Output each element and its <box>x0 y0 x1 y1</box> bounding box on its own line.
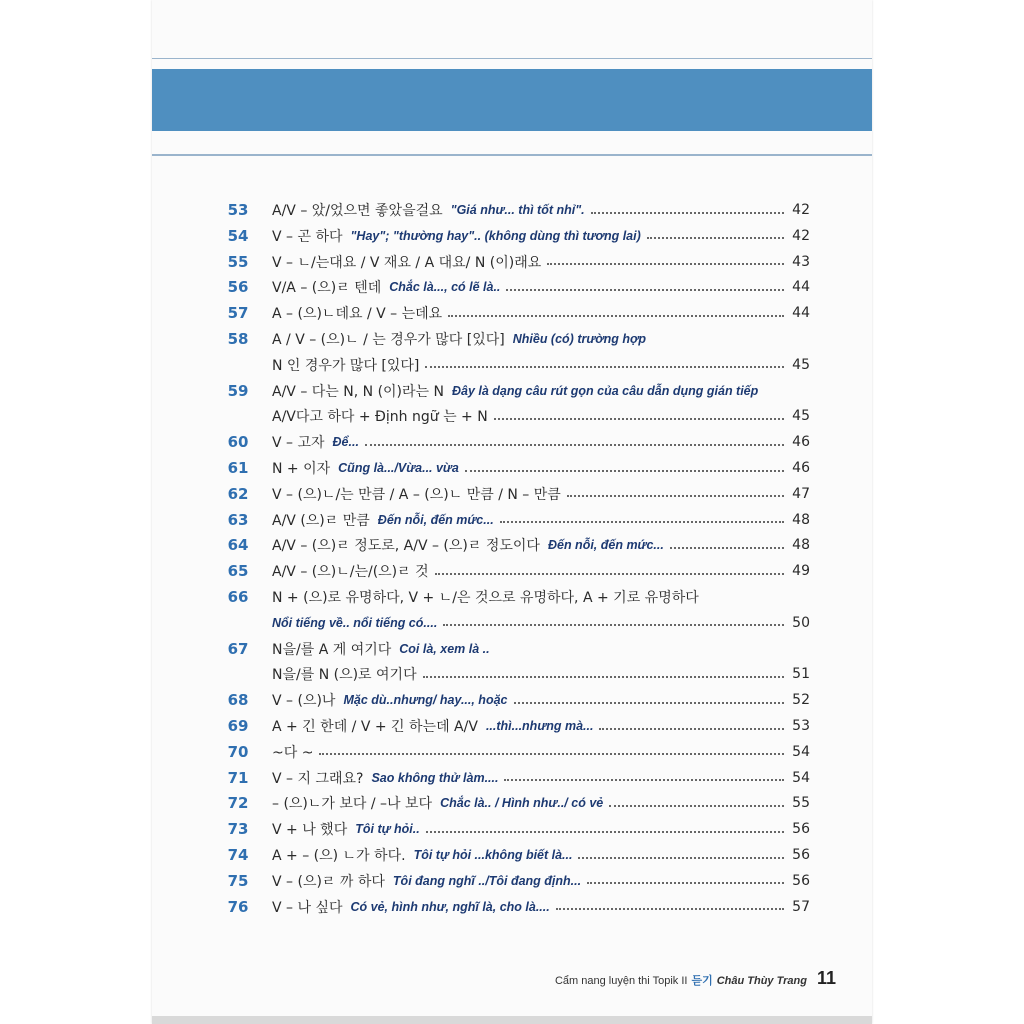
footer-subject: 듣기 <box>691 975 713 987</box>
toc-entry-content <box>272 406 784 426</box>
toc-entry-vietnamese: Đến nỗi, đến mức... <box>377 512 494 527</box>
toc-entry-vietnamese: Có vẻ, hình như, nghĩ là, cho là.... <box>350 899 550 914</box>
toc-entry-korean: A/V – 았/었으면 좋았을걸요 <box>272 203 443 219</box>
toc-entry[interactable] <box>152 817 872 841</box>
toc-entry[interactable] <box>152 198 872 222</box>
toc-entry-page: 48 <box>792 537 810 554</box>
toc-entry[interactable] <box>152 843 872 867</box>
toc-entry-vietnamese: Để... <box>332 435 359 450</box>
toc-entry-korean: N을/를 A 게 여기다 <box>272 641 392 658</box>
toc-entry[interactable] <box>152 611 872 635</box>
toc-entry-content <box>272 226 784 246</box>
toc-entry[interactable] <box>152 533 872 557</box>
toc-entry-content <box>272 793 784 813</box>
header-rule-top <box>152 58 872 59</box>
toc-entry-number: 64 <box>227 536 249 555</box>
toc-entry[interactable] <box>152 714 872 738</box>
toc-entry-korean: A/V다고 하다 + Định ngữ 는 + N <box>272 409 488 426</box>
toc-entry-content <box>272 639 784 659</box>
toc-entry-number: 72 <box>227 794 249 813</box>
toc-entry-page: 45 <box>792 408 810 425</box>
toc-entry[interactable] <box>152 224 872 248</box>
toc-entry-content <box>272 616 784 630</box>
toc-entry-page: 44 <box>792 279 810 296</box>
toc-entry-number: 61 <box>227 459 249 477</box>
toc-entry-content <box>272 819 784 839</box>
toc-entry-page: 53 <box>792 718 810 734</box>
toc-entry-vietnamese: Coi là, xem là .. <box>399 641 490 656</box>
toc-entry[interactable] <box>152 327 872 351</box>
toc-leader-dots <box>599 727 784 730</box>
toc-leader-dots <box>443 623 784 626</box>
toc-entry-vietnamese: Tôi tự hỏi.. <box>355 822 420 837</box>
toc-entry-vietnamese: "Giá như... thì tốt nhỉ". <box>450 203 585 217</box>
toc-entry-korean: A/V – (으)ㄴ/는/(으)ㄹ 것 <box>272 564 429 581</box>
toc-entry-korean: V – 지 그래요? <box>272 770 364 787</box>
toc-entry-page: 49 <box>792 563 810 580</box>
toc-entry-content <box>272 432 784 452</box>
toc-entry-content <box>272 458 784 478</box>
toc-entry-content <box>272 845 784 865</box>
toc-entry-korean: N을/를 N (으)로 여기다 <box>272 667 417 684</box>
toc-entry-korean: – (으)ㄴ가 보다 / –나 보다 <box>272 796 433 813</box>
toc-leader-dots <box>465 469 784 472</box>
toc-leader-dots <box>435 572 784 575</box>
toc-leader-dots <box>587 881 784 884</box>
toc-entry-number: 68 <box>227 691 249 710</box>
toc-entry-content <box>272 742 784 762</box>
toc-entry-number: 71 <box>227 768 249 787</box>
toc-leader-dots <box>426 830 784 833</box>
toc-entry-vietnamese: Đây là dạng câu rút gọn của câu dẫn dụng gián tiếp <box>451 383 759 398</box>
toc-entry-content <box>272 768 784 788</box>
toc-entry-korean: V + 나 했다 <box>272 822 348 839</box>
toc-entry-korean: A / V – (으)ㄴ / 는 경우가 많다 [있다] <box>272 332 505 348</box>
toc-entry-korean: N + (으)로 유명하다, V + ㄴ/은 것으로 유명하다, A + 기로 유명하다 <box>272 590 699 606</box>
toc-entry-page: 57 <box>792 898 810 915</box>
toc-entry-korean: V – 나 싶다 <box>272 899 343 916</box>
toc-leader-dots <box>319 752 784 755</box>
toc-entry-content <box>272 303 784 323</box>
toc-entry[interactable] <box>152 559 872 583</box>
toc-entry-content <box>272 355 784 375</box>
toc-entry-number: 70 <box>227 742 249 761</box>
toc-entry-vietnamese: Mặc dù..nhưng/ hay..., hoặc <box>343 693 508 708</box>
header-rule-bottom <box>152 154 872 156</box>
toc-entry-content <box>272 587 784 607</box>
toc-entry-korean: V/A – (으)ㄹ 텐데 <box>272 280 382 297</box>
toc-leader-dots <box>425 365 784 368</box>
toc-entry-number: 73 <box>227 820 249 839</box>
book-page <box>152 0 872 1024</box>
toc-entry-number: 60 <box>227 433 249 452</box>
toc-entry[interactable] <box>152 688 872 712</box>
toc-entry-number: 55 <box>227 252 249 271</box>
toc-entry-page: 56 <box>792 847 810 863</box>
toc-entry-content <box>272 329 784 349</box>
toc-entry-number: 65 <box>227 562 249 581</box>
toc-entry[interactable] <box>152 637 872 661</box>
footer-author: Châu Thùy Trang <box>716 975 807 987</box>
toc-entry-content <box>272 716 784 736</box>
toc-entry-number: 62 <box>227 484 249 503</box>
toc-entry-content <box>272 381 784 401</box>
toc-leader-dots <box>494 417 784 420</box>
toc-entry-number: 76 <box>227 897 249 916</box>
toc-entry-content <box>272 510 784 530</box>
toc-entry-vietnamese: ...thì...nhưng mà... <box>485 719 594 733</box>
toc-leader-dots <box>578 856 784 859</box>
toc-entry-vietnamese: Sao không thử làm.... <box>371 770 499 785</box>
toc-entry-page: 52 <box>792 692 810 709</box>
toc-entry-number: 56 <box>227 278 249 297</box>
toc-entry[interactable] <box>152 662 872 686</box>
toc-entry-page: 42 <box>792 227 810 244</box>
toc-entry-korean: V – 곤 하다 <box>272 228 343 245</box>
toc-entry[interactable] <box>152 430 872 454</box>
toc-entry-korean: V – 고자 <box>272 435 325 452</box>
toc-entry-page: 45 <box>792 356 810 373</box>
toc-entry-number: 74 <box>227 846 249 864</box>
toc-entry-page: 47 <box>792 485 810 502</box>
toc-entry-korean: A – (으)ㄴ데요 / V – 는데요 <box>272 306 443 323</box>
toc-entry[interactable] <box>152 508 872 532</box>
toc-leader-dots <box>670 546 784 549</box>
toc-entry-korean: N + 이자 <box>272 461 331 477</box>
toc-entry[interactable] <box>152 869 872 893</box>
toc-entry-vietnamese: Nhiều (có) trường hợp <box>512 332 647 346</box>
header-banner <box>152 69 872 131</box>
toc-entry-page: 43 <box>792 253 810 270</box>
toc-entry-content <box>272 277 784 297</box>
toc-entry-korean: ~다 ~ <box>272 744 314 761</box>
toc-entry[interactable] <box>152 456 872 480</box>
page-footer <box>555 968 836 989</box>
toc-entry-page: 46 <box>792 460 810 476</box>
toc-leader-dots <box>500 520 784 523</box>
toc-leader-dots <box>609 804 784 807</box>
toc-entry-korean: A/V (으)ㄹ 만큼 <box>272 512 370 529</box>
toc-entry-korean: V – (으)나 <box>272 693 336 710</box>
toc-entry-number: 67 <box>227 639 249 658</box>
toc-entry-page: 56 <box>792 821 810 838</box>
toc-leader-dots <box>514 701 785 704</box>
toc-entry-korean: A/V – 다는 N, N (이)라는 N <box>272 383 444 400</box>
toc-entry-content <box>272 690 784 710</box>
toc-entry-number: 58 <box>227 330 249 348</box>
toc-leader-dots <box>647 236 784 239</box>
toc-entry-content <box>272 535 784 555</box>
toc-entry-korean: A + 긴 한데 / V + 긴 하는데 A/V <box>272 719 478 735</box>
toc-entry[interactable] <box>152 404 872 428</box>
toc-entry-vietnamese: Nổi tiếng về.. nổi tiếng có.... <box>272 615 438 630</box>
toc-entry-number: 63 <box>227 510 249 529</box>
toc-entry[interactable] <box>152 353 872 377</box>
toc-entry[interactable] <box>152 275 872 299</box>
toc-entry-number: 53 <box>227 201 249 219</box>
toc-entry[interactable] <box>152 585 872 609</box>
toc-entry[interactable] <box>152 379 872 403</box>
toc-entry-page: 51 <box>792 666 810 683</box>
toc-entry-page: 50 <box>792 614 810 631</box>
page-bottom-bar <box>152 1016 872 1024</box>
toc-entry[interactable] <box>152 301 872 325</box>
toc-entry-page: 42 <box>792 202 810 218</box>
toc-entry[interactable] <box>152 895 872 919</box>
toc-entry-vietnamese: Đến nỗi, đến mức... <box>547 538 664 553</box>
toc-entry-number: 54 <box>227 226 249 245</box>
toc-entry-korean: A/V – (으)ㄹ 정도로, A/V – (으)ㄹ 정도이다 <box>272 538 540 555</box>
toc-leader-dots <box>506 288 784 291</box>
toc-leader-dots <box>567 494 784 497</box>
toc-entry-page: 48 <box>792 511 810 528</box>
toc-leader-dots <box>365 443 784 446</box>
toc-entry-korean: V – (으)ㄴ/는 만큼 / A – (으)ㄴ 만큼 / N – 만큼 <box>272 486 561 503</box>
toc-entry-korean: V – ㄴ/는대요 / V 재요 / A 대요/ N (이)래요 <box>272 254 542 271</box>
footer-page-number: 11 <box>816 968 836 988</box>
toc-leader-dots <box>556 907 784 910</box>
toc-entry-page: 54 <box>792 743 810 760</box>
toc-entry-vietnamese: "Hay"; "thường hay".. (không dùng thì tương lai) <box>350 228 641 243</box>
toc-entry-content <box>272 484 784 504</box>
toc-entry-vietnamese: Tôi tự hỏi ...không biết là... <box>413 848 573 862</box>
toc-leader-dots <box>423 675 784 678</box>
toc-entry[interactable] <box>152 482 872 506</box>
toc-entry[interactable] <box>152 250 872 274</box>
toc-leader-dots <box>448 314 784 317</box>
toc-entry-vietnamese: Cũng là.../Vừa... vừa <box>338 461 459 475</box>
toc-entry-number: 57 <box>227 304 249 323</box>
toc-entry-page: 46 <box>792 434 810 451</box>
toc-entry-vietnamese: Chắc là.. / Hình như../ có vẻ <box>440 796 604 811</box>
footer-book-title: Cẩm nang luyện thi Topik II <box>554 975 688 987</box>
toc-entry-page: 44 <box>792 305 810 322</box>
toc-leader-dots <box>547 262 784 265</box>
toc-entry-number: 75 <box>227 871 249 890</box>
toc-entry[interactable] <box>152 740 872 764</box>
toc-leader-dots <box>504 778 784 781</box>
toc-entry-page: 56 <box>792 872 810 889</box>
toc-entry-content <box>272 561 784 581</box>
toc-entry-content <box>272 200 784 220</box>
toc-entry-content <box>272 897 784 917</box>
toc-entry-content <box>272 252 784 272</box>
toc-entry-number: 66 <box>227 588 249 606</box>
toc-entry-vietnamese: Chắc là..., có lẽ là.. <box>389 280 501 295</box>
toc-entry-content <box>272 664 784 684</box>
toc-entry-page: 55 <box>792 795 810 812</box>
toc-entry-content <box>272 871 784 891</box>
toc-entry-page: 54 <box>792 769 810 786</box>
toc-entry-korean: N 인 경우가 많다 [있다] <box>272 357 420 374</box>
toc-entry[interactable] <box>152 766 872 790</box>
toc-entry[interactable] <box>152 791 872 815</box>
toc-entry-korean: A + – (으) ㄴ가 하다. <box>272 848 406 864</box>
toc-entry-number: 69 <box>227 717 249 735</box>
toc-entry-vietnamese: Tôi đang nghĩ ../Tôi đang định... <box>392 873 582 888</box>
toc-entry-korean: V – (으)ㄹ 까 하다 <box>272 873 385 890</box>
toc-entry-number: 59 <box>227 381 249 400</box>
toc-leader-dots <box>591 211 784 214</box>
